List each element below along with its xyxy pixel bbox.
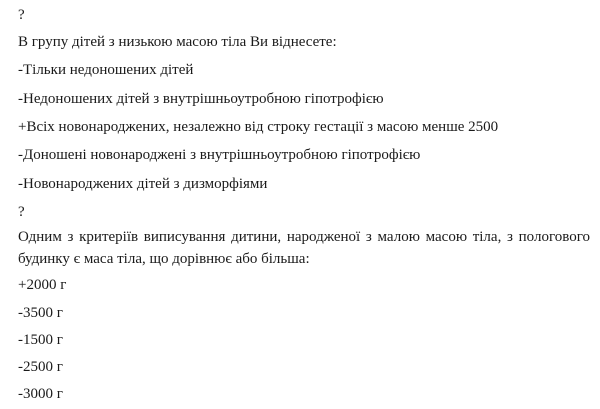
answer-option: -Новонароджених дітей з дизморфіями <box>18 176 268 192</box>
answer-option: -Доношені новонароджені з внутрішньоутробною гіпотрофією <box>18 147 421 163</box>
answer-option: -2500 г <box>18 359 63 375</box>
answer-option: +2000 г <box>18 277 67 293</box>
answer-option: -1500 г <box>18 332 63 348</box>
answer-option: -3000 г <box>18 386 63 402</box>
question-text-1: В групу дітей з низькою масою тіла Ви віднесете: <box>18 34 337 50</box>
question-marker-1: ? <box>18 7 25 23</box>
answer-option: +Всіх новонароджених, незалежно від строку гестації з масою менше 2500 <box>18 119 499 135</box>
question-marker-2: ? <box>18 204 25 220</box>
question-text-2: Одним з критеріїв виписування дитини, народженої з малою масою тіла, з пологового будинку є маса тіла, що дорівнює або більша: <box>18 229 590 267</box>
answer-option: -Тільки недоношених дітей <box>18 62 194 78</box>
answer-option: -Недоношених дітей з внутрішньоутробною гіпотрофією <box>18 91 384 107</box>
answer-option: -3500 г <box>18 305 63 321</box>
